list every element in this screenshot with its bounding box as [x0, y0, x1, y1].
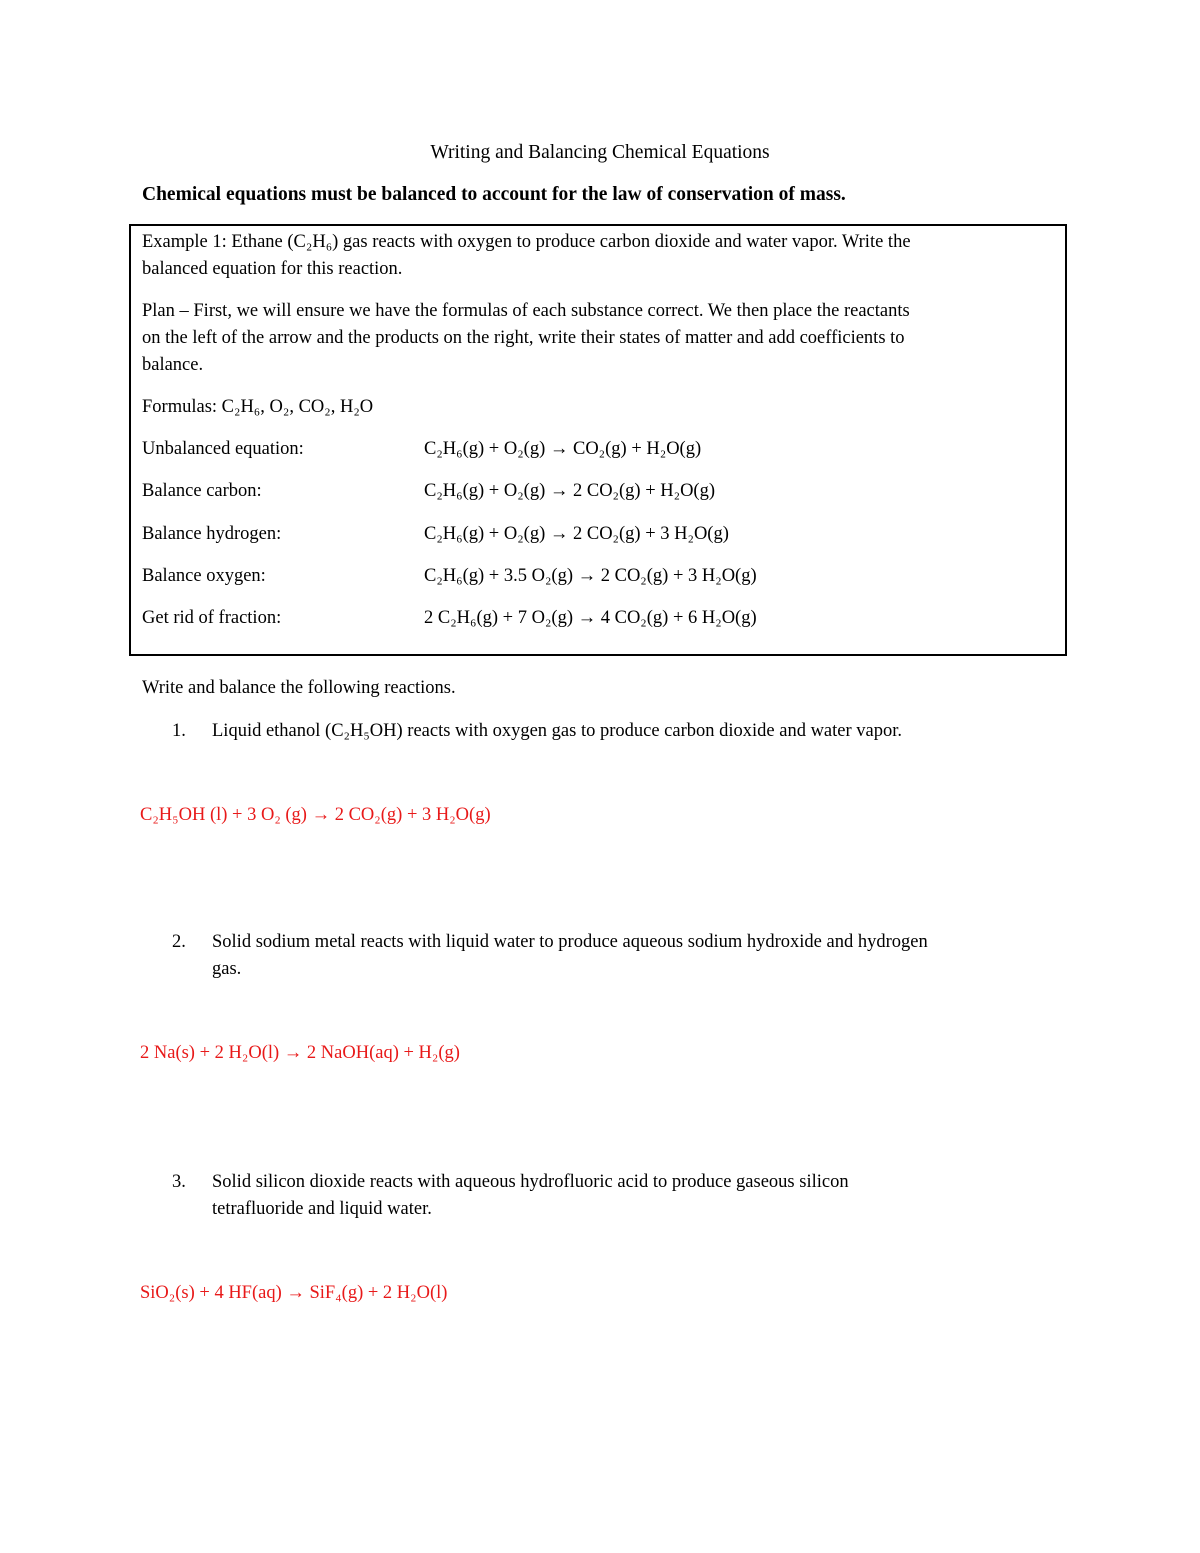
example-plan-line3: balance.: [142, 355, 204, 375]
step-equation-fraction: 2 C₂H₆(g) + 7 O₂(g) → 4 CO₂(g) + 6 H₂O(g): [424, 608, 757, 628]
step-equation-oxygen: C₂H₆(g) + 3.5 O₂(g) → 2 CO₂(g) + 3 H₂O(g): [424, 566, 757, 586]
problem-2-text-line2: gas.: [212, 959, 242, 979]
step-label-hydrogen: Balance hydrogen:: [142, 524, 282, 544]
step-equation-unbalanced: C₂H₆(g) + O₂(g) → CO₂(g) + H₂O(g): [424, 439, 702, 459]
problem-2-answer: 2 Na(s) + 2 H₂O(l) → 2 NaOH(aq) + H₂(g): [140, 1043, 460, 1063]
step-label-fraction: Get rid of fraction:: [142, 608, 282, 628]
step-label-carbon: Balance carbon:: [142, 481, 262, 501]
problem-2-text-line1: Solid sodium metal reacts with liquid water to produce aqueous sodium hydroxide and hydrogen: [212, 932, 928, 952]
example-plan-line1: Plan – First, we will ensure we have the formulas of each substance correct. We then place the reactants: [142, 301, 910, 321]
step-equation-hydrogen: C₂H₆(g) + O₂(g) → 2 CO₂(g) + 3 H₂O(g): [424, 524, 729, 544]
problem-1-number: 1.: [172, 721, 186, 741]
step-label-oxygen: Balance oxygen:: [142, 566, 266, 586]
problem-3-number: 3.: [172, 1172, 186, 1192]
problem-1-answer: C₂H₅OH (l) + 3 O₂ (g) → 2 CO₂(g) + 3 H₂O(g): [140, 805, 491, 825]
example-intro-line1: Example 1: Ethane (C₂H₆) gas reacts with oxygen to produce carbon dioxide and water vapor. Write the: [142, 232, 911, 252]
example-formulas: Formulas: C₂H₆, O₂, CO₂, H₂O: [142, 397, 374, 417]
problem-3-text-line1: Solid silicon dioxide reacts with aqueous hydrofluoric acid to produce gaseous silicon: [212, 1172, 849, 1192]
example-intro-line2: balanced equation for this reaction.: [142, 259, 403, 279]
problem-2-number: 2.: [172, 932, 186, 952]
instructions: Write and balance the following reactions.: [142, 678, 456, 698]
step-label-unbalanced: Unbalanced equation:: [142, 439, 304, 459]
step-equation-carbon: C₂H₆(g) + O₂(g) → 2 CO₂(g) + H₂O(g): [424, 481, 716, 501]
problem-1-text: Liquid ethanol (C₂H₅OH) reacts with oxygen gas to produce carbon dioxide and water vapor.: [212, 721, 903, 741]
page-subtitle: Chemical equations must be balanced to account for the law of conservation of mass.: [142, 184, 846, 205]
problem-3-text-line2: tetrafluoride and liquid water.: [212, 1199, 432, 1219]
problem-3-answer: SiO₂(s) + 4 HF(aq) → SiF₄(g) + 2 H₂O(l): [140, 1283, 448, 1303]
page-title: Writing and Balancing Chemical Equations: [430, 142, 770, 163]
example-plan-line2: on the left of the arrow and the products on the right, write their states of matter and add coefficients to: [142, 328, 905, 348]
